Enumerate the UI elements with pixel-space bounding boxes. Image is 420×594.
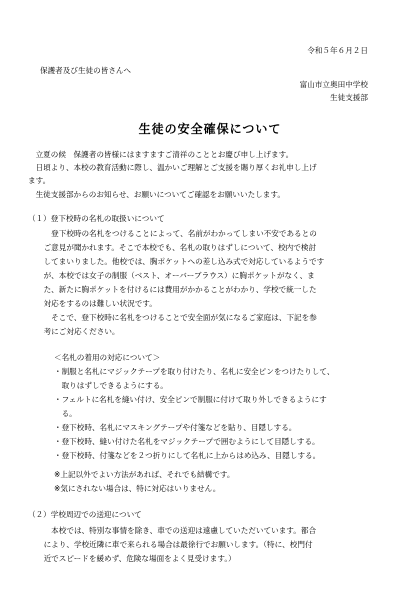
- name-tag-subheading: ＜名札の着用の対応について＞: [54, 353, 161, 362]
- school-name: 富山市立奥田中学校: [299, 80, 368, 89]
- bullet-line: ・登下校時、名札にマスキングテープや付箋などを貼り、目隠しする。: [54, 423, 297, 432]
- bullet-line: る。: [54, 409, 77, 418]
- document-date: 令和５年６月２日: [307, 46, 368, 55]
- intro-line: ます。: [28, 176, 51, 185]
- section1-heading: （１）登下校時の名札の取扱いについて: [28, 214, 165, 223]
- intro-line: 立夏の候 保護者の皆様にはますますご清祥のこととお慶び申し上げます。: [28, 150, 294, 159]
- intro-line: 日頃より、本校の教育活動に際し、温かいご理解とご支援を賜り厚くお礼申し上げ: [28, 163, 317, 172]
- section2-heading: （２）学校周辺での送迎について: [28, 510, 142, 519]
- section1-body-line: そこで、登下校時に名札をつけることで安全面が気になるご家庭は、下記を参: [36, 313, 317, 322]
- note-line: ※上記以外でよい方法があれば、それでも結構です。: [54, 470, 235, 479]
- intro-line: 生徒支援部からのお知らせ、お願いについてご確認をお願いいたします。: [28, 190, 285, 199]
- bullet-line: ・登下校時、縫い付けた名札をマジックテープで囲むようにして目隠しする。: [54, 437, 320, 446]
- section2-body-line: 近でスピードを緩めず、危険な場面をよく見受けます。）: [36, 554, 236, 563]
- note-line: ※気にされない場合は、特に対応はいりません。: [54, 484, 221, 493]
- bullet-line: ・登下校時、付箋などを２つ折りにして名札に上からはめ込み、目隠しする。: [54, 451, 321, 460]
- section1-body-line: 考にご対応ください。: [36, 327, 120, 336]
- department-name: 生徒支援部: [330, 93, 368, 102]
- section1-body-line: た、新たに胸ポケットを付けるには費用がかかることがわかり、学校で統一した: [36, 285, 317, 294]
- bullet-line: ・フェルトに名札を縫い付け、安全ピンで制服に付けて取り外しできるようにす: [54, 395, 327, 404]
- section1-body-line: が、本校では女子の制服（ベスト、オーバーブラウス）に胸ポケットがなく、ま: [36, 271, 315, 280]
- section1-body-line: ご意見が聞かれます。そこで本校でも、名札の取りはずしについて、校内で検討: [36, 243, 317, 252]
- recipient-line: 保護者及び生徒の皆さんへ: [40, 66, 131, 75]
- bullet-line: ・制服と名札にマジックテープを取り付けたり、名札に安全ピンをつけたりして、: [54, 367, 335, 376]
- section1-body-line: してまいりました。他校では、胸ポケットへの差し込み式で対応しているようです: [36, 257, 325, 266]
- bullet-line: 取りはずしできるようにする。: [54, 381, 168, 390]
- page-title: 生徒の安全確保について: [138, 122, 282, 136]
- section2-body-line: により、学校近隣に車で来られる場合は最徐行でお願いします。（特に、校門付: [36, 540, 313, 549]
- section2-body-line: 本校では、特別な事情を除き、車での送迎は遠慮していただいています。都合: [36, 526, 317, 535]
- section1-body-line: 対応をするのは難しい状況です。: [36, 299, 157, 308]
- section1-body-line: 登下校時の名札をつけることによって、名前がわかってしまい不安であるとの: [36, 229, 317, 238]
